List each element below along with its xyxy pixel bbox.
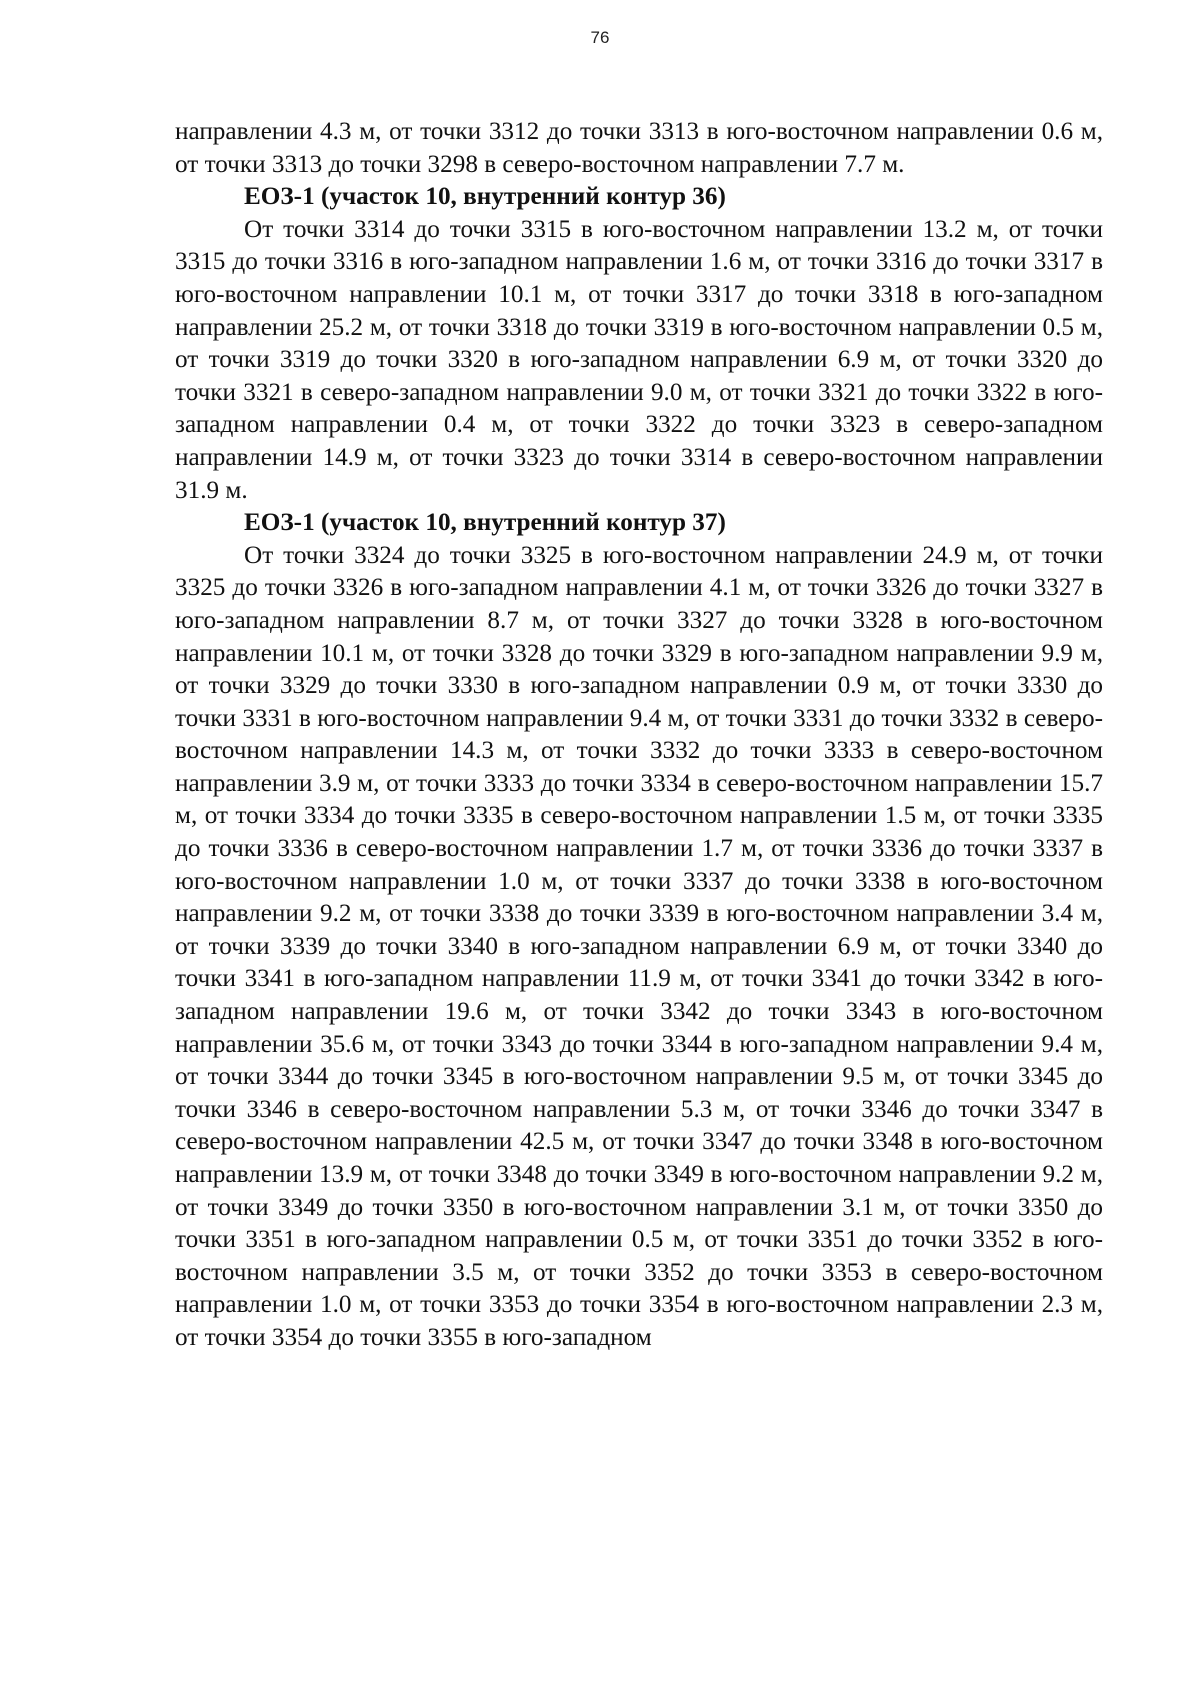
document-body	[175, 116, 1103, 1355]
section-heading: ЕОЗ-1 (участок 10, внутренний контур 36)	[244, 183, 726, 211]
section-paragraph: От точки 3314 до точки 3315 в юго-восточном направлении 13.2 м, от точки 3315 до точки 3316 в юго-западном направлении 1.6 м, от точки 3316 до точки 3317 в юго-восточном направлении 10.1 м, от точки 3317 до точки 3318 в юго-западном направлении 25.2 м, от точки 3318 до точки 3319 в юго-восточном направлении 0.5 м, от точки 3319 до точки 3320 в юго-западном направлении 6.9 м, от точки 3320 до точки 3321 в северо-западном направлении 9.0 м, от точки 3321 до точки 3322 в юго-западном направлении 0.4 м, от точки 3322 до точки 3323 в северо-западном направлении 14.9 м, от точки 3323 до точки 3314 в северо-восточном направлении 31.9 м.	[175, 215, 1103, 504]
section-contour-36	[175, 181, 1103, 507]
page-number: 76	[590, 28, 610, 47]
section-contour-37	[175, 507, 1103, 1354]
section-paragraph: От точки 3324 до точки 3325 в юго-восточном направлении 24.9 м, от точки 3325 до точки 3326 в юго-западном направлении 4.1 м, от точки 3326 до точки 3327 в юго-западном направлении 8.7 м, от точки 3327 до точки 3328 в юго-восточном направлении 10.1 м, от точки 3328 до точки 3329 в юго-западном направлении 9.9 м, от точки 3329 до точки 3330 в юго-западном направлении 0.9 м, от точки 3330 до точки 3331 в юго-восточном направлении 9.4 м, от точки 3331 до точки 3332 в северо-восточном направлении 14.3 м, от точки 3332 до точки 3333 в северо-восточном направлении 3.9 м, от точки 3333 до точки 3334 в северо-восточном направлении 15.7 м, от точки 3334 до точки 3335 в северо-восточном направлении 1.5 м, от точки 3335 до точки 3336 в северо-восточном направлении 1.7 м, от точки 3336 до точки 3337 в юго-восточном направлении 1.0 м, от точки 3337 до точки 3338 в юго-восточном направлении 9.2 м, от точки 3338 до точки 3339 в юго-восточном направлении 3.4 м, от точки 3339 до точки 3340 в юго-западном направлении 6.9 м, от точки 3340 до точки 3341 в юго-западном направлении 11.9 м, от точки 3341 до точки 3342 в юго-западном направлении 19.6 м, от точки 3342 до точки 3343 в юго-восточном направлении 35.6 м, от точки 3343 до точки 3344 в юго-западном направлении 9.4 м, от точки 3344 до точки 3345 в юго-восточном направлении 9.5 м, от точки 3345 до точки 3346 в северо-восточном направлении 5.3 м, от точки 3346 до точки 3347 в северо-восточном направлении 42.5 м, от точки 3347 до точки 3348 в юго-восточном направлении 13.9 м, от точки 3348 до точки 3349 в юго-восточном направлении 9.2 м, от точки 3349 до точки 3350 в юго-восточном направлении 3.1 м, от точки 3350 до точки 3351 в юго-западном направлении 0.5 м, от точки 3351 до точки 3352 в юго-восточном направлении 3.5 м, от точки 3352 до точки 3353 в северо-восточном направлении 1.0 м, от точки 3353 до точки 3354 в юго-восточном направлении 2.3 м, от точки 3354 до точки 3355 в юго-западном	[175, 541, 1103, 1351]
section-heading: ЕОЗ-1 (участок 10, внутренний контур 37)	[244, 509, 726, 537]
continuation-paragraph: направлении 4.3 м, от точки 3312 до точки 3313 в юго-восточном направлении 0.6 м, от точки 3313 до точки 3298 в северо-восточном направлении 7.7 м.	[175, 118, 1103, 178]
